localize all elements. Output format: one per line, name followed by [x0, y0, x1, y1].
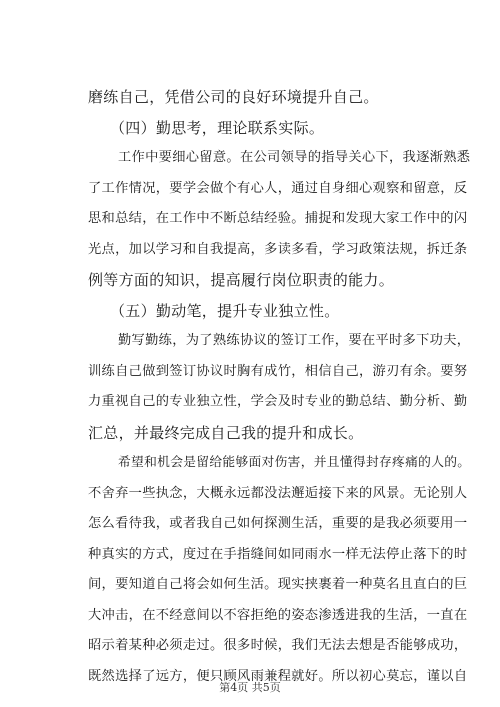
text-line: 既然选择了远方，便只顾风雨兼程就好。所以初心莫忘，谨以自: [88, 669, 468, 684]
text-line: 种真实的方式，度过在手指缝间如同雨水一样无法停止落下的时: [88, 547, 468, 562]
text-line: 了工作情况，要学会做个有心人，通过自身细心观察和留意，反: [88, 181, 468, 196]
text-line: 磨练自己，凭借公司的良好环境提升自己。: [88, 88, 379, 106]
section-heading: （四）勤思考，理论联系实际。: [110, 119, 325, 137]
text-line: 大冲击，在不经意间以不容拒绝的姿态渗透进我的生活，一直在: [88, 608, 468, 623]
text-line: 不舍弃一些执念，大概永远都没法邂逅接下来的风景。无论别人: [88, 486, 468, 501]
section-heading: （五）勤动笔，提升专业独立性。: [110, 302, 340, 320]
text-line: 勤写勤练，为了熟练协议的签订工作，要在平时多下功夫，: [118, 333, 471, 348]
text-line: 怎么看待我，或者我自己如何探测生活，重要的是我必须要用一: [88, 516, 468, 531]
text-line: 力重视自己的专业独立性，学会及时专业的勤总结、勤分析、勤: [88, 394, 468, 409]
text-line: 希望和机会是留给能够面对伤害，并且懂得封存疼痛的人的。: [118, 455, 471, 470]
text-line: 工作中要细心留意。在公司领导的指导关心下，我逐渐熟悉: [118, 150, 471, 165]
text-line: 汇总，并最终完成自己我的提升和成长。: [88, 424, 364, 442]
text-line: 例等方面的知识，提高履行岗位职责的能力。: [88, 271, 395, 289]
text-line: 思和总结，在工作中不断总结经验。捕捉和发现大家工作中的闪: [88, 211, 468, 226]
text-line: 间，要知道自己将会如何生活。现实挟裹着一种莫名且直白的巨: [88, 577, 468, 592]
text-line: 光点，加以学习和自我提高，多读多看，学习政策法规，拆迁条: [88, 242, 468, 257]
text-line: 训练自己做到签订协议时胸有成竹，相信自己，游刃有余。要努: [88, 364, 468, 379]
text-line: 昭示着某种必须走过。很多时候，我们无法去想是否能够成功，: [88, 638, 468, 653]
page-number-footer: 第4页 共5页: [219, 681, 281, 694]
